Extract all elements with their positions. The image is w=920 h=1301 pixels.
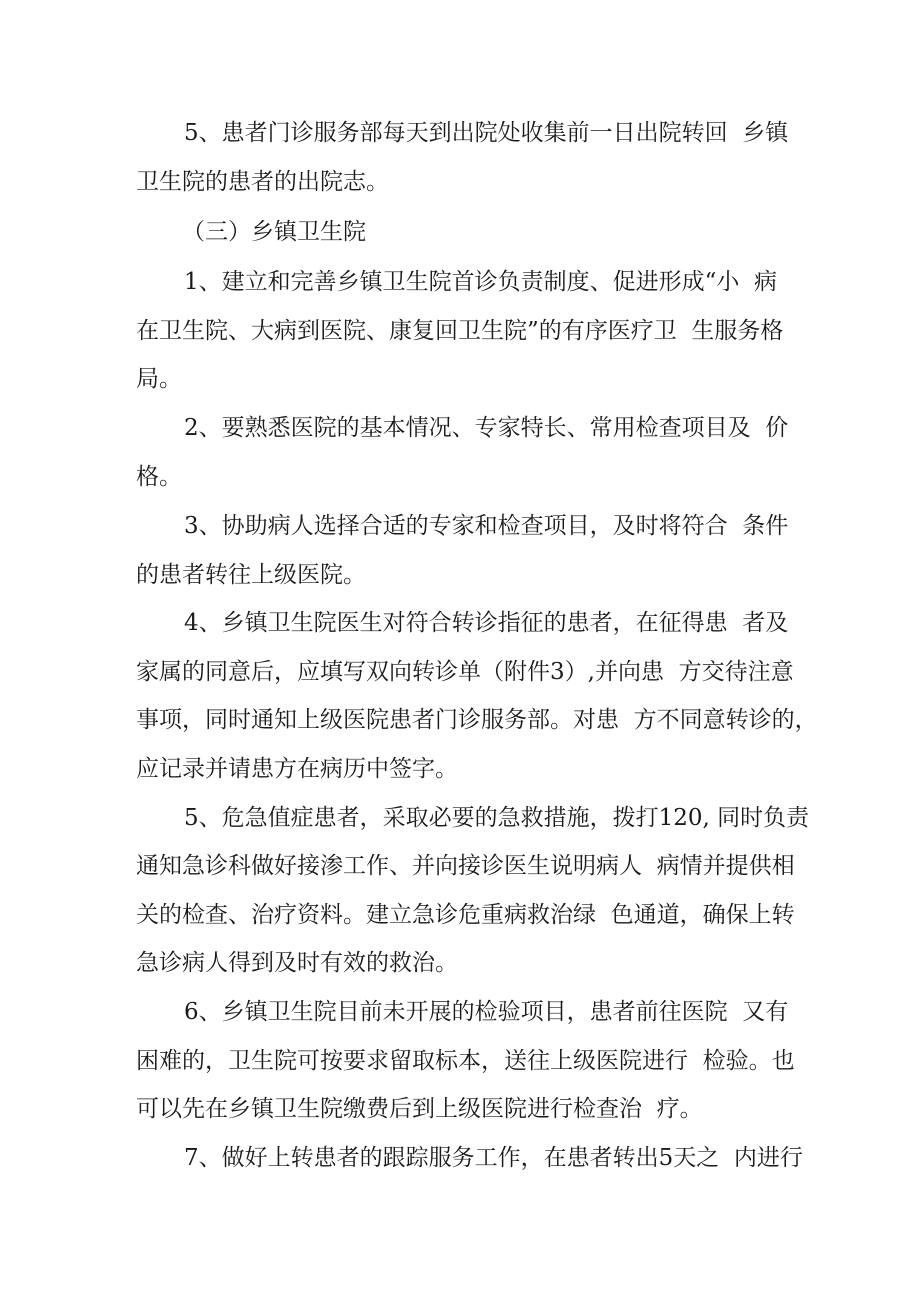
item-5-line-1: 5、危急值症患者，采取必要的急救措施，拨打120, 同时负责 — [184, 805, 810, 831]
item-2-line-1: 2、要熟悉医院的基本情况、专家特长、常用检查项目及 价 — [184, 415, 789, 441]
item-2-line-2: 格。 — [136, 464, 182, 490]
item-7-line-1: 7、做好上转患者的跟踪服务工作，在患者转出5天之 内进行 — [184, 1145, 803, 1171]
paragraph-5-line-2: 卫生院的患者的出院志。 — [136, 169, 389, 195]
item-5-line-3: 关的检查、治疗资料。建立急诊危重病救治绿 色通道，确保上转 — [136, 902, 795, 928]
item-4-line-2: 家属的同意后，应填写双向转诊单（附件3）,并向患 方交待注意 — [136, 659, 794, 685]
item-1-line-2: 在卫生院、大病到医院、康复回卫生院”的有序医疗卫 生服务格 — [136, 318, 784, 344]
item-3-line-2: 的患者转往上级医院。 — [136, 562, 366, 588]
item-4-line-3: 事项，同时通知上级医院患者门诊服务部。对患 方不同意转诊的， — [136, 707, 818, 733]
item-1-line-3: 局。 — [136, 366, 182, 392]
item-5-line-2: 通知急诊科做好接渗工作、并向接诊医生说明病人 病情并提供相 — [136, 853, 795, 879]
item-6-line-2: 困难的，卫生院可按要求留取标本，送往上级医院进行 检验。也 — [136, 1048, 795, 1074]
item-1-line-1: 1、建立和完善乡镇卫生院首诊负责制度、促进形成“小 病 — [184, 269, 778, 295]
item-5-line-4: 急诊病人得到及时有效的救治。 — [136, 950, 458, 976]
item-6-line-1: 6、乡镇卫生院目前未开展的检验项目，患者前往医院 又有 — [184, 999, 789, 1025]
item-4-line-4: 应记录并请患方在病历中签字。 — [136, 756, 458, 782]
item-4-line-1: 4、乡镇卫生院医生对符合转诊指征的患者，在征得患 者及 — [184, 610, 789, 636]
item-3-line-1: 3、协助病人选择合适的专家和检查项目，及时将符合 条件 — [184, 513, 789, 539]
item-6-line-3: 可以先在乡镇卫生院缴费后到上级医院进行检查治 疗。 — [136, 1096, 703, 1122]
section-heading-township-hospital: （三）乡镇卫生院 — [182, 219, 366, 245]
paragraph-5-line-1: 5、患者门诊服务部每天到出院处收集前一日出院转回 乡镇 — [184, 120, 789, 146]
